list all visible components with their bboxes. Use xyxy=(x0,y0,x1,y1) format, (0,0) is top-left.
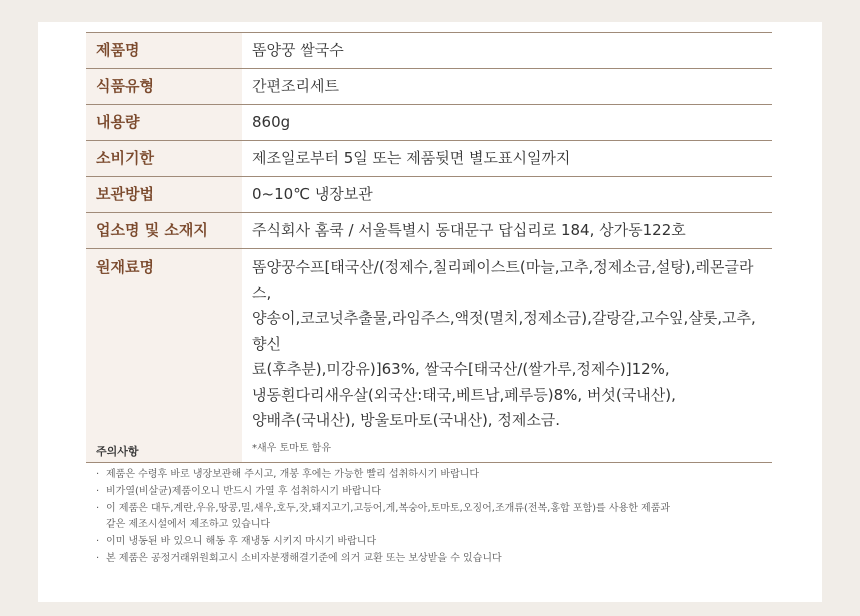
caution-list xyxy=(96,467,776,568)
bullet-icon: · xyxy=(96,502,100,514)
bullet-icon: · xyxy=(96,469,100,480)
info-row-ingredients xyxy=(86,249,772,463)
info-label: 원재료명 xyxy=(86,249,242,462)
info-row-food-type xyxy=(86,69,772,105)
caution-item xyxy=(96,484,776,501)
caution-item-text: 제품은 수령후 바로 냉장보관해 주시고, 개봉 후에는 가능한 빨리 섭취하시기 바랍니다 xyxy=(106,469,480,480)
info-row-manufacturer xyxy=(86,213,772,249)
ingredients-value xyxy=(242,249,772,462)
info-value: 제조일로부터 5일 또는 제품뒷면 별도표시일까지 xyxy=(252,149,571,167)
product-info-page xyxy=(38,22,822,602)
caution-item xyxy=(96,551,776,568)
bullet-icon: · xyxy=(96,485,100,497)
ingredients-line: 료(후추분),미강유)]63%, 쌀국수[태국산/(쌀가루,정제수)]12%, xyxy=(252,360,670,378)
caution-title: 주의사항 xyxy=(96,445,139,458)
info-row-product-name xyxy=(86,32,772,69)
info-label: 업소명 및 소재지 xyxy=(86,213,242,248)
info-value: 0~10℃ 냉장보관 xyxy=(252,185,373,203)
caution-item-text: 이 제품은 대두,계란,우유,땅콩,밀,새우,호두,잣,돼지고기,고등어,게,복숭아,토마토,오징어,조개류(전복,홍합 포함)를 사용한 제품과 같은 제조시설에서 제조하고 있습니다 xyxy=(106,502,671,531)
info-label: 소비기한 xyxy=(86,141,242,176)
caution-item xyxy=(96,501,776,535)
ingredients-line: 냉동흰다리새우살(외국산:태국,베트남,페루등)8%, 버섯(국내산), xyxy=(252,385,676,404)
ingredients-line: 양배추(국내산), 방울토마토(국내산), 정제소금. xyxy=(252,411,561,429)
caution-item-text: 비가열(비살균)제품이오니 반드시 가열 후 섭취하시기 바랍니다 xyxy=(106,485,381,497)
bullet-icon: · xyxy=(96,536,100,548)
ingredients-line: 양송이,코코넛추출물,라임주스,액젓(멸치,정제소금),갈랑갈,고수잎,샬롯,고추,향신 xyxy=(252,309,756,353)
caution-section xyxy=(96,443,776,568)
caution-item xyxy=(96,534,776,551)
allergen-note: *새우 토마토 함유 xyxy=(252,442,331,454)
info-label: 제품명 xyxy=(86,33,242,68)
info-value: 똠양꿍 쌀국수 xyxy=(252,41,344,59)
info-label: 내용량 xyxy=(86,105,242,140)
caution-item-text: 이미 냉동된 바 있으니 해동 후 재냉동 시키지 마시기 바랍니다 xyxy=(106,536,377,548)
product-info-table xyxy=(86,32,772,463)
info-value: 간편조리세트 xyxy=(252,77,339,95)
info-value: 860g xyxy=(252,113,291,131)
info-row-expiry xyxy=(86,141,772,177)
bullet-icon: · xyxy=(96,552,100,564)
info-row-storage xyxy=(86,177,772,213)
info-value: 주식회사 홈쿡 / 서울특별시 동대문구 답십리로 184, 상가동122호 xyxy=(252,221,686,239)
info-label: 식품유형 xyxy=(86,69,242,104)
ingredients-line: 똠양꿍수프[태국산/(정제수,칠리페이스트(마늘,고추,정제소금,설탕),레몬글라스, xyxy=(252,258,754,302)
caution-item-text: 본 제품은 공정거래위원회고시 소비자분쟁해결기준에 의거 교환 또는 보상받을 수 있습니다 xyxy=(106,552,502,564)
info-label: 보관방법 xyxy=(86,177,242,212)
caution-item xyxy=(96,467,776,484)
info-row-net-weight xyxy=(86,105,772,141)
